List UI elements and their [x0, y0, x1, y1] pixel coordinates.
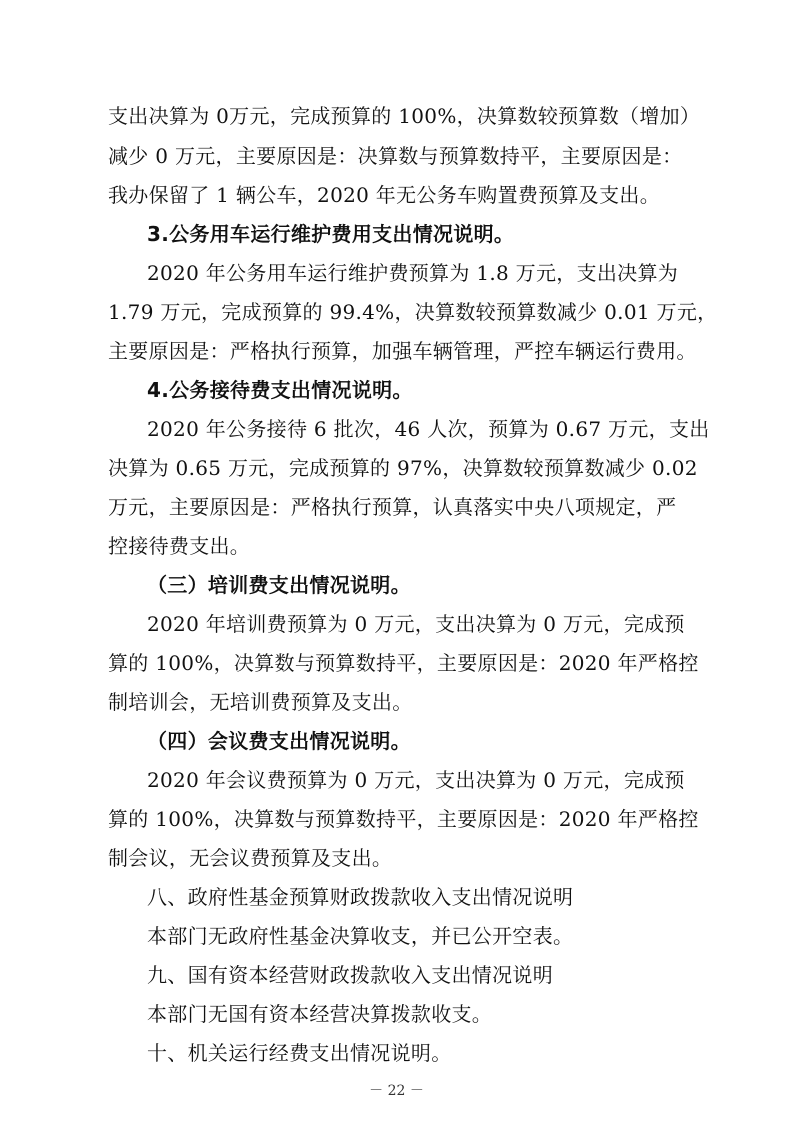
body-text-line: 2020 年培训费预算为 0 万元，支出决算为 0 万元，完成预 [147, 612, 685, 636]
body-text-line: 2020 年会议费预算为 0 万元，支出决算为 0 万元，完成预 [147, 768, 685, 792]
body-text-line: 算的 100%，决算数与预算数持平，主要原因是：2020 年严格控 [108, 651, 699, 675]
body-text-line: 制培训会，无培训费预算及支出。 [108, 690, 413, 714]
page-number: － 22 － [369, 1083, 424, 1099]
body-text-line: 主要原因是：严格执行预算，加强车辆管理，严控车辆运行费用。 [108, 339, 697, 363]
body-text-line: 2020 年公务接待 6 批次，46 人次，预算为 0.67 万元，支出 [147, 417, 710, 441]
section-heading: 4.公务接待费支出情况说明。 [147, 378, 413, 402]
chapter-heading: 九、国有资本经营财政拨款收入支出情况说明 [147, 963, 553, 987]
body-text-line: 支出决算为 0万元，完成预算的 100%，决算数较预算数（增加） [108, 104, 701, 128]
section-heading: 3.公务用车运行维护费用支出情况说明。 [147, 222, 515, 246]
body-text-line: 1.79 万元，完成预算的 99.4%，决算数较预算数减少 0.01 万元， [108, 300, 718, 324]
chapter-heading: 十、机关运行经费支出情况说明。 [147, 1041, 452, 1065]
chapter-heading: 八、政府性基金预算财政拨款收入支出情况说明 [147, 885, 574, 909]
body-text-line: 决算为 0.65 万元，完成预算的 97%，决算数较预算数减少 0.02 [108, 456, 698, 480]
body-text-line: 本部门无政府性基金决算收支，并已公开空表。 [147, 924, 574, 948]
body-text-line: 万元，主要原因是：严格执行预算，认真落实中央八项规定，严 [108, 495, 677, 519]
body-text-line: 算的 100%，决算数与预算数持平，主要原因是：2020 年严格控 [108, 807, 699, 831]
body-text-line: 减少 0 万元，主要原因是：决算数与预算数持平，主要原因是： [108, 144, 683, 168]
section-heading: （三）培训费支出情况说明。 [147, 573, 411, 597]
body-text-line: 本部门无国有资本经营决算拨款收支。 [147, 1002, 493, 1026]
body-text-line: 我办保留了 1 辆公车，2020 年无公务车购置费预算及支出。 [108, 183, 660, 207]
body-text-line: 控接待费支出。 [108, 534, 251, 558]
section-heading: （四）会议费支出情况说明。 [147, 729, 411, 753]
body-text-line: 2020 年公务用车运行维护费预算为 1.8 万元，支出决算为 [147, 261, 679, 285]
body-text-line: 制会议，无会议费预算及支出。 [108, 846, 393, 870]
